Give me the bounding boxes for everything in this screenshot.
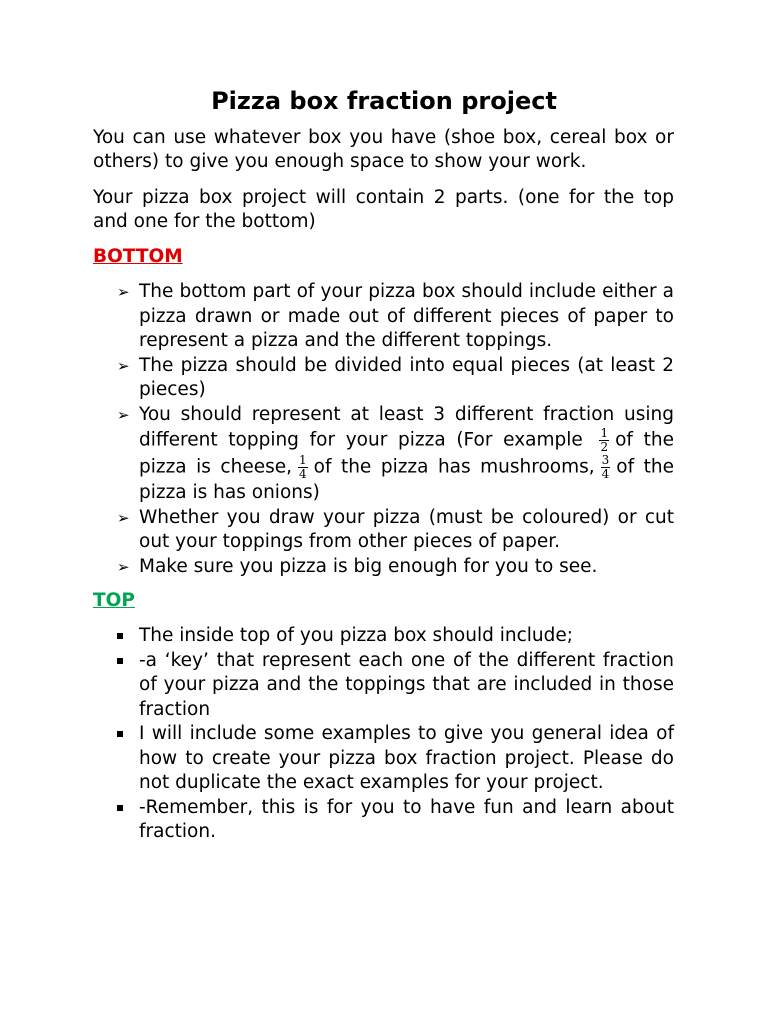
fraction-denominator: 2 [600,440,609,455]
list-item-text: of the pizza has mushrooms, [313,456,595,478]
list-item [93,506,674,555]
bottom-section-heading: BOTTOM [93,246,183,268]
fraction-numerator: 1 [298,453,307,468]
list-item-text: I will include some examples to give you general idea of how to create your pizza box fraction project. Please do not duplicate the exact examples for your project. [139,723,674,794]
list-item-text: The bottom part of your pizza box should include either a pizza drawn or made out of different pieces of paper to represent a pizza and the different toppings. [139,281,674,352]
list-item [93,555,674,580]
list-item-text: of the pizza is has onions) [139,456,674,504]
list-item [93,280,674,354]
square-bullet-icon [117,731,123,737]
square-bullet-icon [117,658,123,664]
list-item-text: Whether you draw your pizza (must be coloured) or cut out your toppings from other pieces of paper. [139,506,674,553]
square-bullet-icon [117,633,123,639]
fraction-one-half [599,427,609,454]
fraction-one-quarter [298,454,308,481]
arrow-bullet-icon: ➢ [117,405,130,424]
square-bullet-icon [117,805,123,811]
fraction-denominator: 4 [298,467,307,482]
intro-paragraph: Your pizza box project will contain 2 parts. (one for the top and one for the bottom) [93,186,674,232]
list-item-text: -Remember, this is for you to have fun and learn about fraction. [139,796,674,843]
list-item-text: of the pizza is cheese, [139,429,674,478]
arrow-bullet-icon: ➢ [117,508,130,527]
list-item [93,624,674,649]
page-title: Pizza box fraction project [211,87,557,115]
arrow-bullet-icon: ➢ [117,557,130,576]
fraction-numerator: 1 [600,426,609,441]
list-item [93,649,674,723]
list-item [93,722,674,796]
arrow-bullet-icon: ➢ [117,283,130,302]
top-section-heading: TOP [93,590,135,612]
list-item-text: Make sure you pizza is big enough for you to see. [139,555,598,577]
bottom-list [93,280,674,579]
list-item [93,796,674,845]
arrow-bullet-icon: ➢ [117,356,130,375]
list-item-text: You should represent at least 3 different fraction using different topping for your pizza (For example [139,403,674,451]
list-item-text: The inside top of you pizza box should include; [139,625,573,647]
fraction-numerator: 3 [601,453,610,468]
fraction-three-quarters [601,454,611,481]
document-content [93,84,674,845]
list-item-text: -a ‘key’ that represent each one of the different fraction of your pizza and the toppings that are included in those fraction [139,649,674,720]
intro-paragraph: You can use whatever box you have (shoe box, cereal box or others) to give you enough space to show your work. [93,127,674,173]
top-list [93,624,674,845]
list-item-text: The pizza should be divided into equal pieces (at least 2 pieces) [139,354,674,401]
fraction-denominator: 4 [601,467,610,482]
list-item [93,403,674,506]
list-item [93,354,674,403]
